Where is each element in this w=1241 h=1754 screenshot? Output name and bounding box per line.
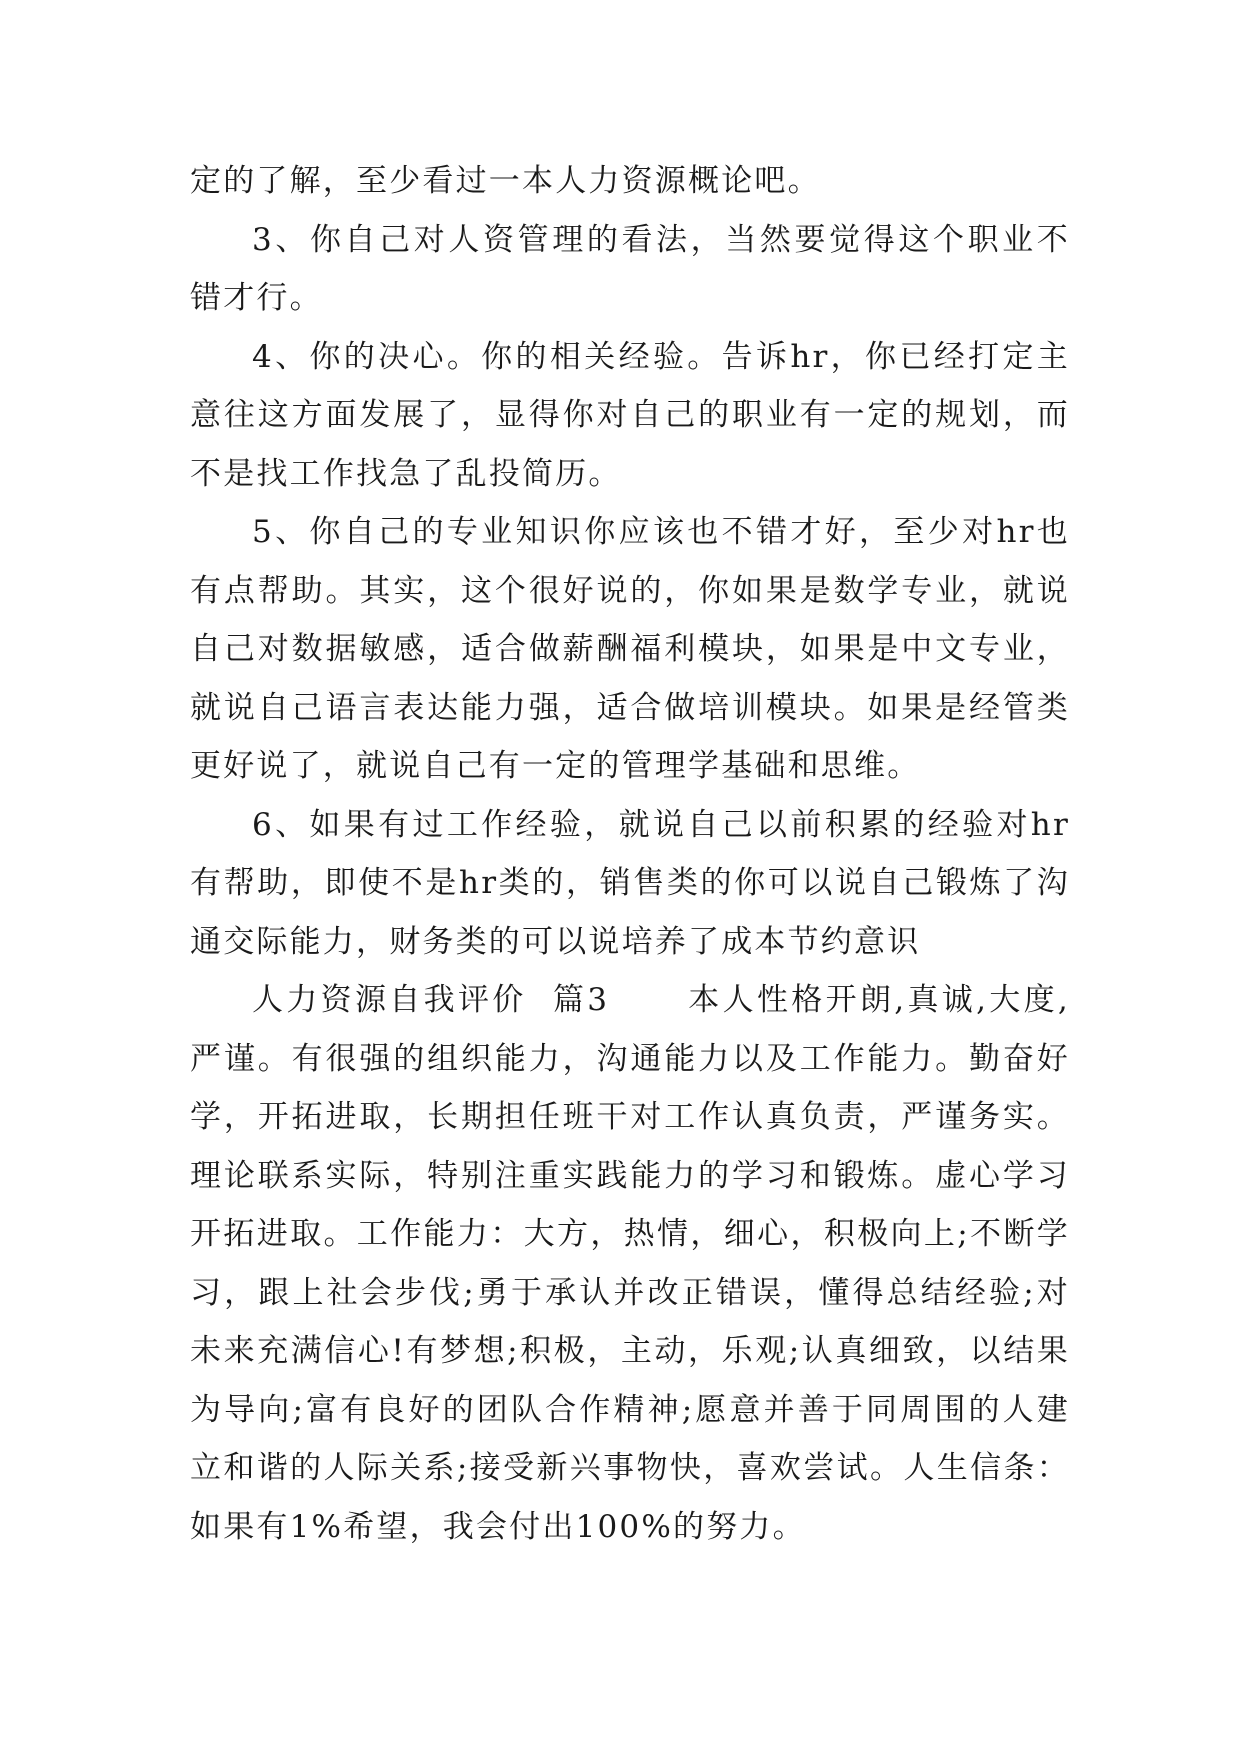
document-body — [190, 152, 1070, 1556]
paragraph-item-6: 6、如果有过工作经验，就说自己以前积累的经验对hr有帮助，即使不是hr类的，销售类的你可以说自己锻炼了沟通交际能力，财务类的可以说培养了成本节约意识 — [190, 806, 1070, 960]
paragraph-item-4: 4、你的决心。你的相关经验。告诉hr，你已经打定主意往这方面发展了，显得你对自己的职业有一定的规划，而不是找工作找急了乱投简历。 — [190, 338, 1070, 492]
paragraph-item-3: 3、你自己对人资管理的看法，当然要觉得这个职业不错才行。 — [190, 221, 1070, 316]
paragraph-continuation: 定的了解，至少看过一本人力资源概论吧。 — [190, 163, 821, 199]
paragraph-self-evaluation-3: 人力资源自我评价 篇3 本人性格开朗,真诚,大度,严谨。有很强的组织能力，沟通能力以及工作能力。勤奋好学，开拓进取，长期担任班干对工作认真负责，严谨务实。理论联系实际，特别注重实践能力的学习和锻炼。虚心学习开拓进取。工作能力：大方，热情，细心，积极向上;不断学习，跟上社会步伐;勇于承认并改正错误，懂得总结经验;对未来充满信心!有梦想;积极，主动，乐观;认真细致，以结果为导向;富有良好的团队合作精神;愿意并善于同周围的人建立和谐的人际关系;接受新兴事物快，喜欢尝试。人生信条：如果有1%希望，我会付出100%的努力。 — [190, 982, 1070, 1545]
paragraph-item-5: 5、你自己的专业知识你应该也不错才好，至少对hr也有点帮助。其实，这个很好说的，你如果是数学专业，就说自己对数据敏感，适合做薪酬福利模块，如果是中文专业，就说自己语言表达能力强，适合做培训模块。如果是经管类更好说了，就说自己有一定的管理学基础和思维。 — [190, 514, 1070, 784]
